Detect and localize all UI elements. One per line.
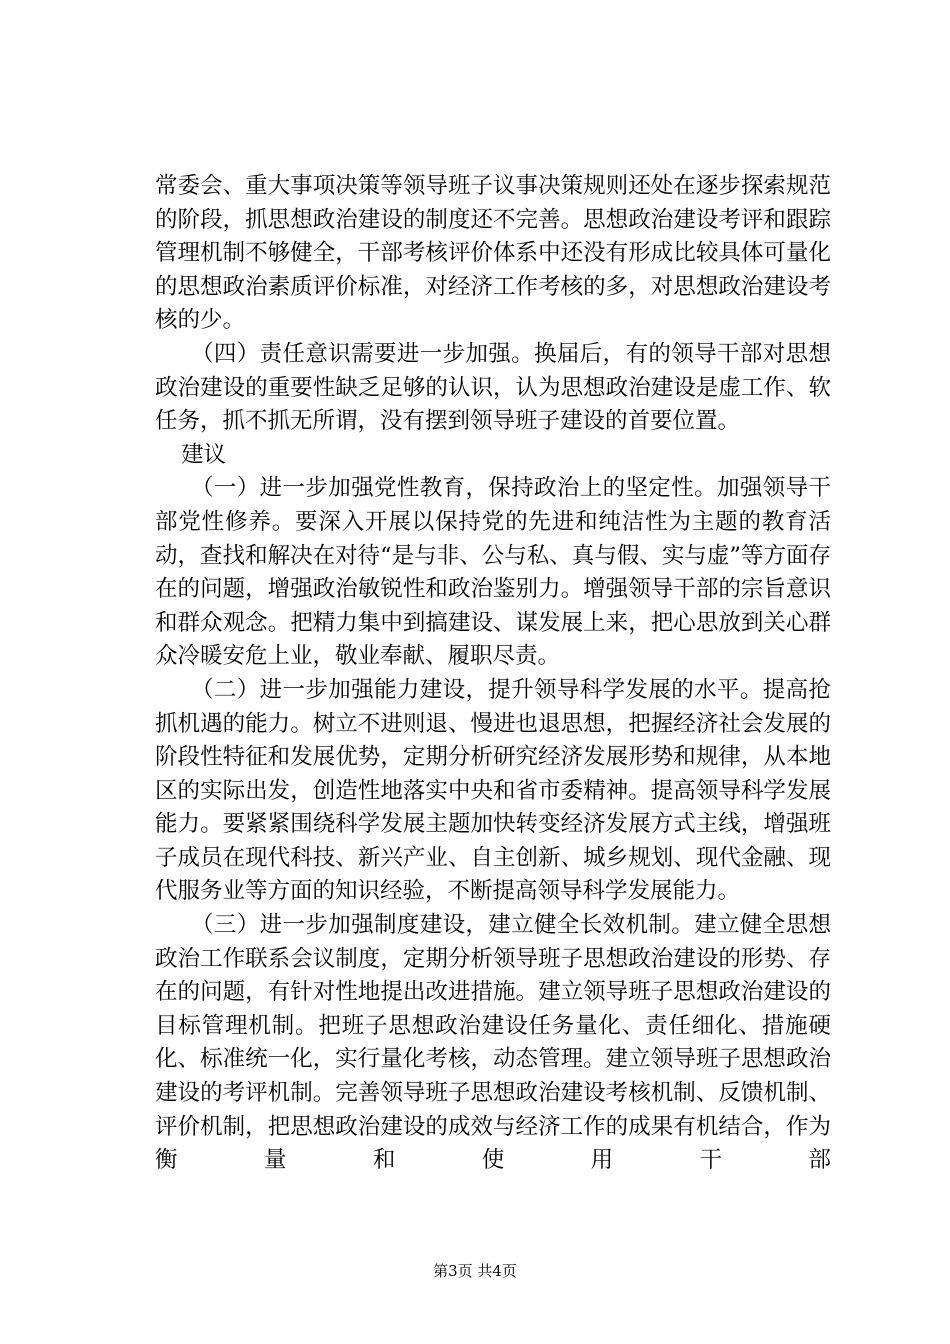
page-number-footer: 第3页 共4页 [433,1262,517,1280]
section-heading-suggestions: 建议 [181,441,227,468]
paragraph-four-responsibility: （四）责任意识需要进一步加强。换届后，有的领导干部对思想政治建设的重要性缺乏足够的认识，认为思想政治建设是虚工作、软任务，抓不抓无所谓，没有摆到领导班子建设的首要位置。 [155,340,831,435]
paragraph-suggestion-two: （二）进一步加强能力建设，提升领导科学发展的水平。提高抢抓机遇的能力。树立不进则退、慢进也退思想，把握经济社会发展的阶段性特征和发展优势，定期分析研究经济发展形势和规律，从本地区的实际出发，创造性地落实中央和省市委精神。提高领导科学发展能力。要紧紧围绕科学发展主题加快转变经济发展方式主线，增强班子成员在现代科技、新兴产业、自主创新、城乡规划、现代金融、现代服务业等方面的知识经验，不断提高领导科学发展能力。 [155,676,831,905]
paragraph-continuation: 常委会、重大事项决策等领导班子议事决策规则还处在逐步探索规范的阶段，抓思想政治建设的制度还不完善。思想政治建设考评和跟踪管理机制不够健全，干部考核评价体系中还没有形成比较具体可量化的思想政治素质评价标准，对经济工作考核的多，对思想政治建设考核的少。 [155,173,831,334]
paragraph-suggestion-one: （一）进一步加强党性教育，保持政治上的坚定性。加强领导干部党性修养。要深入开展以保持党的先进和纯洁性为主题的教育活动，查找和解决在对待“是与非、公与私、真与假、实与虚”等方面存在的问题，增强政治敏锐性和政治鉴别力。增强领导干部的宗旨意识和群众观念。把精力集中到搞建设、谋发展上来，把心思放到关心群众冷暖安危上业，敬业奉献、履职尽责。 [155,475,831,670]
document-body [155,170,831,1178]
paragraph-suggestion-three: （三）进一步加强制度建设，建立健全长效机制。建立健全思想政治工作联系会议制度，定期分析领导班子思想政治建设的形势、存在的问题，有针对性地提出改进措施。建立领导班子思想政治建设的目标管理机制。把班子思想政治建设任务量化、责任细化、措施硬化、标准统一化，实行量化考核，动态管理。建立领导班子思想政治建设的考评机制。完善领导班子思想政治建设考核机制、反馈机制、评价机制，把思想政治建设的成效与经济工作的成果有机结合，作为衡量和使用干部 [155,912,831,1174]
